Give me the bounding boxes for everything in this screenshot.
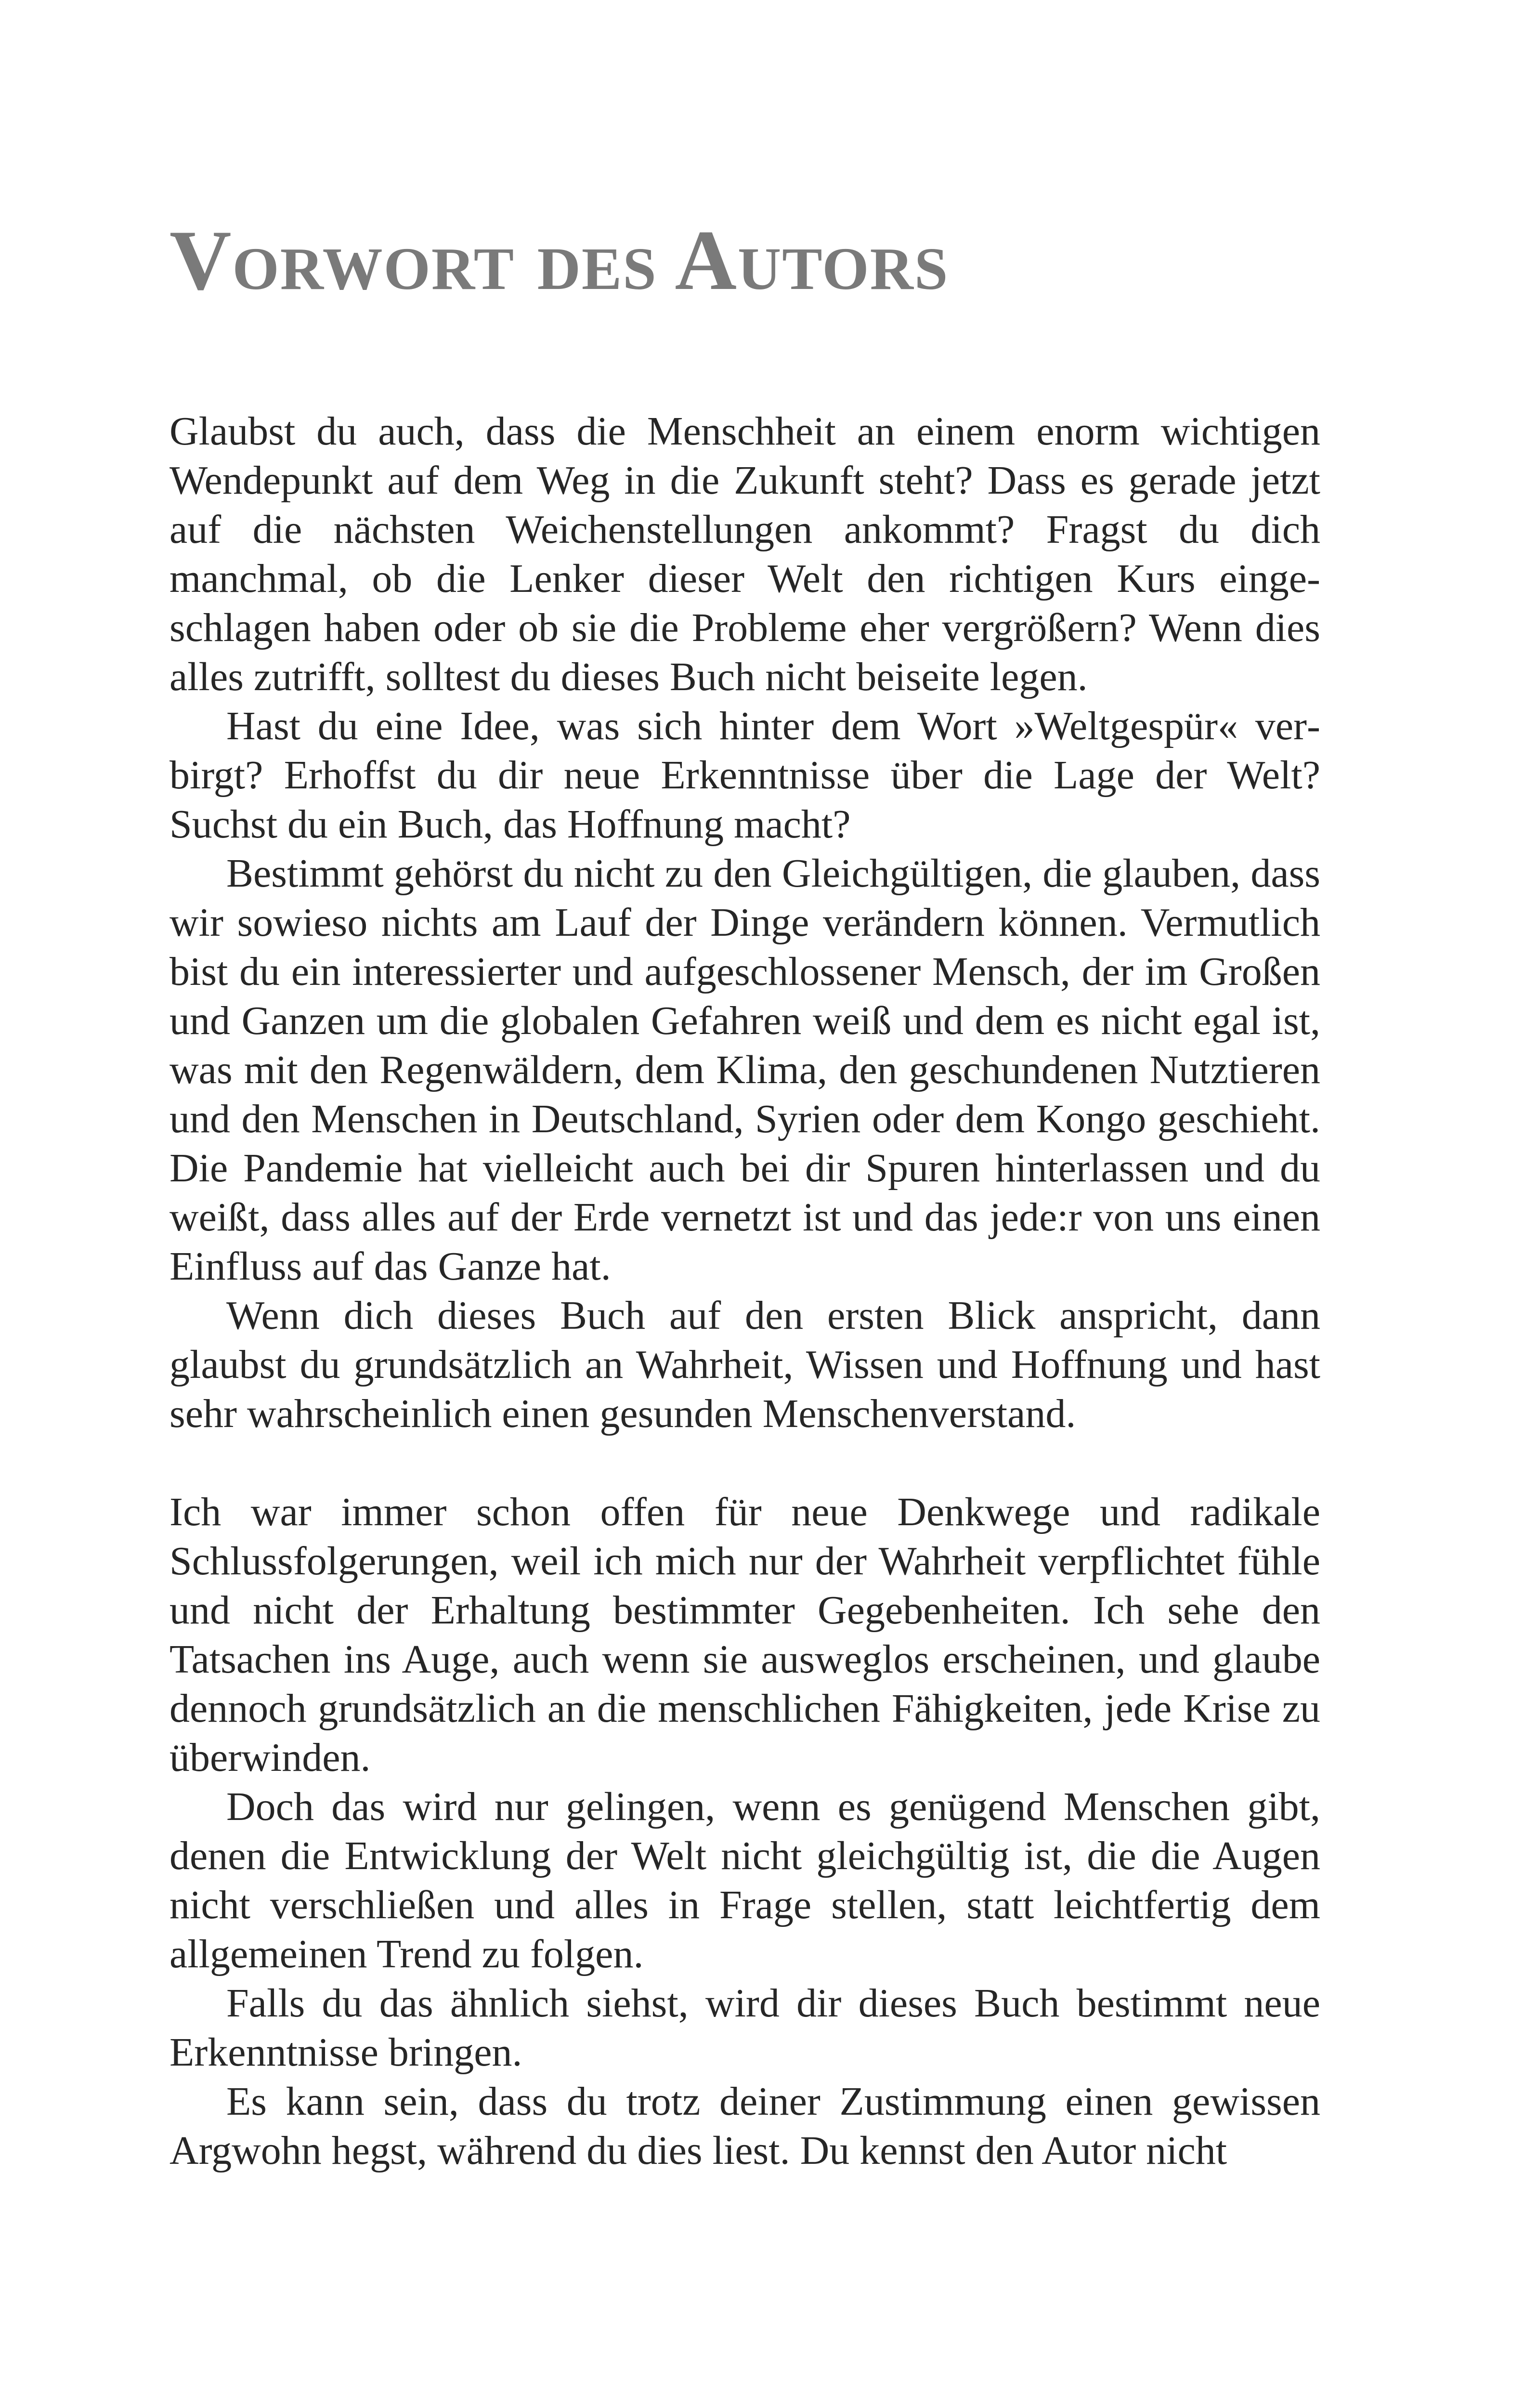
paragraph: Bestimmt gehörst du nicht zu den Gleichgültigen, die glauben, dass wir sowieso nichts am Lauf der Dinge verändern können. Vermutlich bist du ein interessierter und aufgeschlossener Mensch, der im Großen und Ganzen um die globalen Gefahren weiß und dem es nicht egal ist, was mit den Regenwäldern, dem Klima, den geschundenen Nutztieren und den Menschen in Deutschland, Syrien oder dem Kongo geschieht. Die Pandemie hat vielleicht auch bei dir Spuren hinterlassen und du weißt, dass alles auf der Erde vernetzt ist und das jede:r von uns einen Einfluss auf das Ganze hat.	[169, 851, 1320, 1289]
section-break	[169, 1439, 1320, 1488]
paragraph: Ich war immer schon offen für neue Denkwege und radikale Schlussfolgerungen, weil ich mich nur der Wahrheit verpflichtet fühle und nicht der Erhaltung bestimmter Gegebenheiten. Ich sehe den Tatsachen ins Auge, auch wenn sie ausweglos erscheinen, und glaube dennoch grundsätzlich an die menschlichen Fähigkeiten, jede Krise zu überwinden.	[169, 1490, 1320, 1780]
paragraph: Falls du das ähnlich siehst, wird dir dieses Buch bestimmt neue Erkenntnisse bringen.	[169, 1981, 1320, 2075]
chapter-title: Vorwort des Autors	[169, 212, 949, 308]
body-text	[169, 407, 1320, 2175]
paragraph: Es kann sein, dass du trotz deiner Zustimmung einen gewissen Argwohn hegst, während du dies liest. Du kennst den Autor nicht	[169, 2079, 1320, 2173]
paragraph: Glaubst du auch, dass die Menschheit an einem enorm wichtigen Wendepunkt auf dem Weg in die Zukunft steht? Dass es gerade jetzt auf die nächsten Weichenstellungen ankommt? Fragst du dich manchmal, ob die Lenker dieser Welt den richtigen Kurs eingeschlagen haben oder ob sie die Probleme eher vergrößern? Wenn dies alles zutrifft, solltest du dieses Buch nicht beiseite legen.	[169, 409, 1320, 699]
paragraph: Doch das wird nur gelingen, wenn es genügend Menschen gibt, denen die Entwicklung der Welt nicht gleichgültig ist, die die Augen nicht verschließen und alles in Frage stellen, statt leichtfertig dem allgemeinen Trend zu folgen.	[169, 1784, 1320, 1976]
paragraph: Wenn dich dieses Buch auf den ersten Blick anspricht, dann glaubst du grundsätzlich an Wahrheit, Wissen und Hoffnung und hast sehr wahrscheinlich einen gesunden Menschenverstand.	[169, 1293, 1320, 1436]
paragraph: Hast du eine Idee, was sich hinter dem Wort »Weltgespür« verbirgt? Erhoffst du dir neue Erkenntnisse über die Lage der Welt? Suchst du ein Buch, das Hoffnung macht?	[169, 704, 1320, 847]
